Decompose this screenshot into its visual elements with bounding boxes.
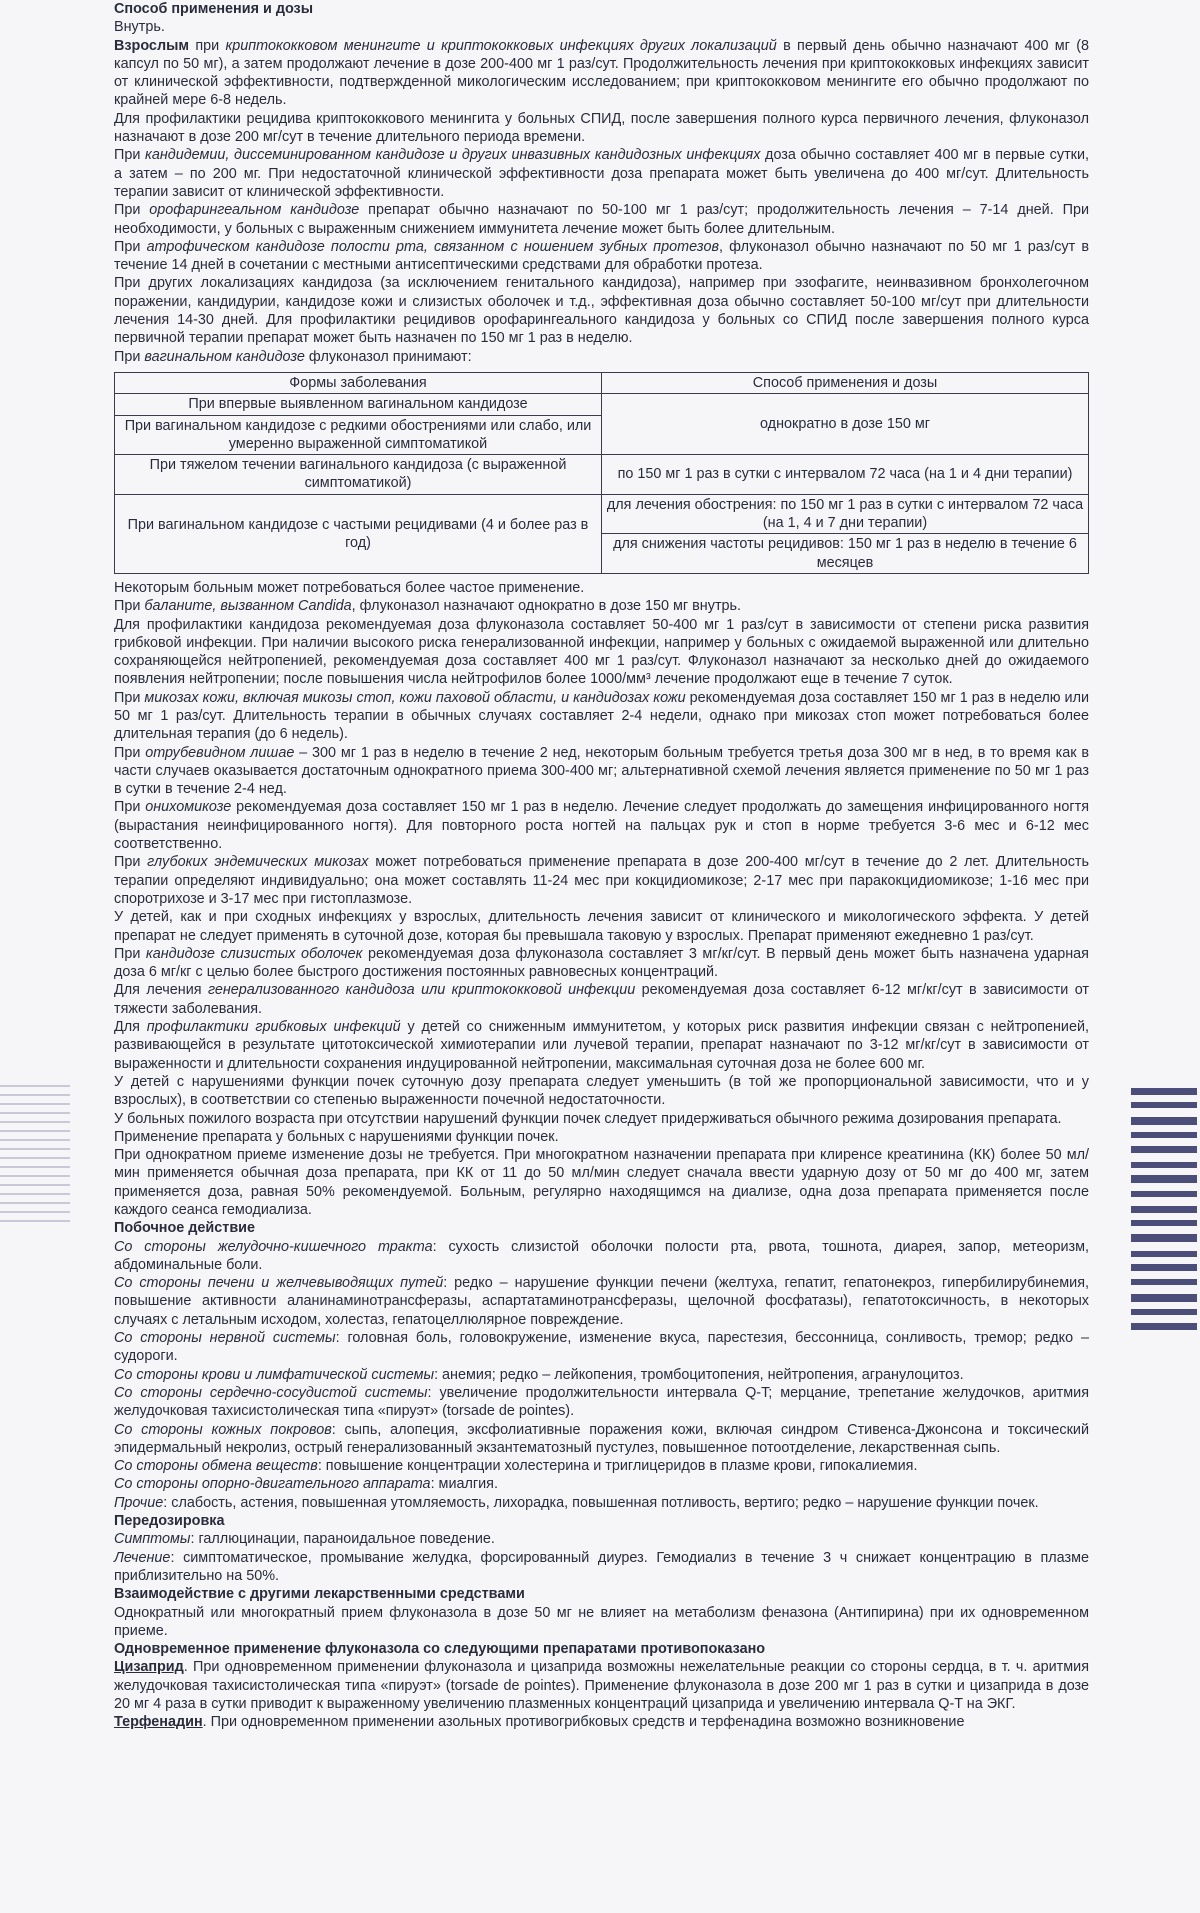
paragraph-other-candidiasis: При других локализациях кандидоза (за исключением генитального кандидоза), например при эзофагите, неинвазивном бронхолегочном поражении, кандидурии, кандидозе кожи и слизистых оболочек и т.д., эффективная доза обычно составляет 50-100 мг/сут при длительности лечения 14-30 дней. Для профилактики рецидивов орофарингеального кандидоза у больных со СПИД после завершения полного курса первичной терапии препарат может быть назначен по 150 мг 1 раз в неделю.: [114, 275, 1089, 347]
paragraph-frequent-use: Некоторым больным может потребоваться более частое применение.: [114, 579, 585, 596]
table-row: [115, 455, 1089, 495]
paragraph-balanitis: При баланите, вызванном Candida, флуконазол назначают однократно в дозе 150 мг внутрь.: [114, 598, 742, 615]
table-cell: для лечения обострения: по 150 мг 1 раз в сутки с интервалом 72 часа (на 1, 4 и 7 дни терапии): [602, 494, 1089, 534]
paragraph-atrophic: При атрофическом кандидозе полости рта, связанном с ношением зубных протезов, флуконазол обычно назначают по 50 мг 1 раз/сут в течение 14 дней в сочетании с местными антисептическими средствами для обработки протеза.: [114, 238, 1090, 274]
paragraph-renal-dosing: При однократном приеме изменение дозы не требуется. При многократном назначении препарата при клиренсе креатинина (КК) более 50 мл/мин применяется обычная доза препарата, при КК от 11 до 50 мл/мин следует сначала ввести ударную дозу от 50 мг до 400 мг, затем применяется доза, равная 50% рекомендуемой. Больным, регулярно находящимся на диализе, одна доза препарата применяется после каждого сеанса гемодиализа.: [114, 1147, 1089, 1218]
italic-term: орофарингеальном кандидозе: [149, 202, 360, 219]
paragraph-endemic-mycoses: При глубоких эндемических микозах может потребоваться применение препарата в дозе 200-400 мг/сут в течение до 2 лет. Длительность терапии определяют индивидуально; она может составлять 11-24 мес при кокцидиомикозе; 2-17 мес при паракокцидиомикозе; 1-16 мес при споротрихозе и 3-17 мес при гистоплазмозе.: [114, 854, 1089, 907]
italic-term: кандидозе слизистых оболочек: [145, 945, 363, 962]
paragraph-prophylaxis: Для профилактики кандидоза рекомендуемая доза флуконазола составляет 50-400 мг 1 раз/сут в зависимости от степени риска развития грибковой инфекции. При наличии высокого риска генерализованной инфекции, например у больных с ожидаемой выраженной или длительно сохраняющейся нейтропенией, рекомендуемая доза составляет 400 мг 1 раз/сут. Флуконазол назначают за несколько дней до ожидаемого появления нейтропении; после повышения числа нейтрофилов более 1000/мм³ лечение продолжают еще в течение 7 суток.: [114, 616, 1089, 688]
table-cell: однократно в дозе 150 мг: [602, 394, 1089, 455]
paragraph-generalized: Для лечения генерализованного кандидоза или криптококковой инфекции рекомендуемая доза составляет 6-12 мг/кг/сут в зависимости от тяжести заболевания.: [114, 982, 1089, 1017]
paragraph-aids-prophylaxis: Для профилактики рецидива криптококкового менингита у больных СПИД, после завершения полного курса первичного лечения, флуконазол назначают в дозе 200 мг/сут в течение длительного периода времени.: [114, 110, 1089, 146]
paragraph-renal-title: Применение препарата у больных с нарушениями функции почек.: [114, 1128, 559, 1145]
left-edge-bleed: [0, 1085, 70, 1235]
side-effect-liver: Со стороны печени и желчевыводящих путей: редко – нарушение функции печени (желтуха, гепатит, гепатонекроз, гипербилирубинемия, повышение активности аланинаминотрансферазы, аспартатаминотрансферазы, щелочной фосфатазы), гепатотоксичность, в некоторых случаях с летальным исходом, холестаз, гепатоцеллюлярное повреждение.: [114, 1275, 1089, 1328]
edge-barcode: [1131, 1088, 1197, 1330]
italic-term: вагинальном кандидозе: [144, 348, 305, 365]
section-title-side-effects: Побочное действие: [114, 1220, 256, 1237]
paragraph-skin-mycoses: При микозах кожи, включая микозы стоп, кожи паховой области, и кандидозах кожи рекомендуемая доза составляет 150 мг 1 раз в неделю или 50 мг 1 раз/сут. Длительность терапии в обычных случаях составляет 2-4 недели, однако при микозах стоп может потребоваться более длительная терапия (до 6 недель).: [114, 689, 1090, 743]
italic-term: онихомикозе: [145, 799, 232, 816]
drug-name: Терфенадин: [114, 1714, 203, 1731]
interaction-cisapride: Цизаприд. При одновременном применении флуконазола и цизаприда возможны нежелательные реакции со стороны сердца, в т. ч. аритмия желудочковая тахисистолическая типа «пируэт» (torsade de pointes). Применение флуконазола в дозе 200 мг 1 раз в сутки и цизаприда в дозе 20 мг 4 раза в сутки приводит к выраженному увеличению плазменных концентраций цизаприда и увеличению интервала Q-T на ЭКГ.: [114, 1659, 1089, 1713]
italic-term: криптококковом менингите и криптококковых инфекциях других локализаций: [225, 37, 777, 54]
interaction-terfenadine: Терфенадин. При одновременном применении азольных противогрибковых средств и терфенадина возможно возникновение: [114, 1714, 965, 1731]
paragraph-children-renal: У детей с нарушениями функции почек суточную дозу препарата следует уменьшить (в той же пропорциональной зависимости, что и у взрослых), в соответствии со степенью выраженности почечной недостаточности.: [114, 1073, 1089, 1109]
vaginal-candidiasis-table: [114, 372, 1089, 574]
table-row: [115, 394, 1089, 415]
italic-term: баланите, вызванном Candida: [144, 598, 352, 615]
table-cell: по 150 мг 1 раз в сутки с интервалом 72 часа (на 1 и 4 дни терапии): [602, 455, 1089, 495]
side-effect-gi: Со стороны желудочно-кишечного тракта: сухость слизистой оболочки полости рта, рвота, тошнота, диарея, запор, метеоризм, абдоминальные боли.: [114, 1238, 1089, 1273]
table-cell: При вагинальном кандидозе с редкими обострениями или слабо, или умеренно выраженной симптоматикой: [115, 415, 602, 455]
paragraph-fungal-prophylaxis: Для профилактики грибковых инфекций у детей со сниженным иммунитетом, у которых риск развития инфекции связан с нейтропенией, развивающейся в результате цитотоксической химиотерапии или лучевой терапии, препарат назначают по 3-12 мг/кг/сут в зависимости от выраженности и длительности сохранения индуцированной нейтропении, максимальная суточная доза не более 600 мг.: [114, 1019, 1089, 1072]
table-header-cell: Формы заболевания: [115, 372, 602, 393]
italic-term: профилактики грибковых инфекций: [146, 1019, 401, 1036]
section-title-overdose: Передозировка: [114, 1513, 225, 1530]
table-cell: для снижения частоты рецидивов: 150 мг 1 раз в неделю в течение 6 месяцев: [602, 534, 1089, 574]
italic-term: кандидемии, диссеминированном кандидозе и других инвазивных кандидозных инфекциях: [145, 147, 761, 164]
paragraph-adults-cryptococcal: Взрослым при криптококковом менингите и криптококковых инфекциях других локализаций в первый день обычно назначают 400 мг (8 капсул по 50 мг), а затем продолжают лечение в дозе 200-400 мг 1 раз/сут. Продолжительность лечения при криптококковых инфекциях зависит от клинической эффективности, подтвержденной микологическим исследованием; при криптококковом менингите его обычно продолжают по крайней мере 6-8 недель.: [114, 37, 1089, 109]
table-cell: При впервые выявленном вагинальном кандидозе: [115, 394, 602, 415]
table-header-row: [115, 372, 1089, 393]
table-row: [115, 494, 1089, 534]
side-effect-cardio: Со стороны сердечно-сосудистой системы: увеличение продолжительности интервала Q-T; мерцание, трепетание желудочков, аритмия желудочковая тахисистолическая типа «пируэт» (torsade de pointes).: [114, 1384, 1089, 1420]
paragraph-onychomycosis: При онихомикозе рекомендуемая доза составляет 150 мг 1 раз в неделю. Лечение следует продолжать до замещения инфицированного ногтя (вырастания неинфицированного ногтя). Для повторного роста ногтей на пальцах рук и стоп в норме требуется 3-6 мес и 6-12 мес соответственно.: [114, 799, 1089, 853]
side-effect-nervous: Со стороны нервной системы: головная боль, головокружение, изменение вкуса, парестезия, бессонница, сонливость, тремор; редко – судороги.: [114, 1330, 1089, 1365]
paragraph-elderly: У больных пожилого возраста при отсутствии нарушений функции почек следует придерживаться обычного режима дозирования препарата.: [114, 1110, 1062, 1127]
drug-name: Цизаприд: [114, 1659, 184, 1676]
paragraph-children: У детей, как и при сходных инфекциях у взрослых, длительность лечения зависит от клинического и микологического эффекта. У детей препарат не следует применять в суточной дозе, которая бы превышала таковую у взрослых. Препарат применяют ежедневно 1 раз/сут.: [114, 909, 1089, 944]
side-effect-musculoskeletal: Со стороны опорно-двигательного аппарата: миалгия.: [114, 1476, 498, 1493]
route-line: Внутрь.: [114, 19, 165, 36]
paragraph-candidemia: При кандидемии, диссеминированном кандидозе и других инвазивных кандидозных инфекциях доза обычно составляет 400 мг в первые сутки, а затем – по 200 мг. При недостаточной клинической эффективности доза препарата может быть увеличена до 400 мг/сут. Длительность терапии зависит от клинической эффективности.: [114, 147, 1089, 200]
side-effect-blood: Со стороны крови и лимфатической системы: анемия; редко – лейкопения, тромбоцитопения, нейтропения, агранулоцитоз.: [114, 1366, 964, 1383]
side-effect-metabolism: Со стороны обмена веществ: повышение концентрации холестерина и триглицеридов в плазме крови, гипокалиемия.: [114, 1458, 918, 1475]
paragraph-pityriasis: При отрубевидном лишае – 300 мг 1 раз в неделю в течение 2 нед, некоторым больным требуется третья доза 300 мг в нед, в то время как в части случаев оказывается достаточным однократного приема 300-400 мг; альтернативной схемой лечения является применение по 50 мг 1 раз в сутки в течение 2-4 нед.: [114, 744, 1089, 798]
paragraph-mucosal: При кандидозе слизистых оболочек рекомендуемая доза флуконазола составляет 3 мг/кг/сут. В первый день может быть назначена ударная доза 6 мг/кг с целью более быстрого достижения постоянных равновесных концентраций.: [114, 945, 1089, 981]
section-title-interactions: Взаимодействие с другими лекарственными средствами: [114, 1586, 525, 1603]
side-effect-other: Прочие: слабость, астения, повышенная утомляемость, лихорадка, повышенная потливость, вертиго; редко – нарушение функции почек.: [114, 1494, 1039, 1511]
overdose-treatment: Лечение: симптоматическое, промывание желудка, форсированный диурез. Гемодиализ в течение 3 ч снижает концентрацию в плазме приблизительно на 50%.: [114, 1549, 1089, 1584]
italic-term: генерализованного кандидоза или криптококковой инфекции: [207, 982, 636, 999]
side-effect-skin: Со стороны кожных покровов: сыпь, алопеция, эксфолиативные поражения кожи, включая синдром Стивенса-Джонсона и токсический эпидермальный некролиз, острый генерализованный экзантематозный пустулез, повышенное потоотделение, лекарственная сыпь.: [114, 1421, 1090, 1456]
italic-term: отрубевидном лишае: [145, 744, 295, 761]
italic-term: атрофическом кандидозе полости рта, связанном с ношением зубных протезов: [146, 238, 719, 255]
table-cell: При тяжелом течении вагинального кандидоза (с выраженной симптоматикой): [115, 455, 602, 495]
overdose-symptoms: Симптомы: галлюцинации, параноидальное поведение.: [114, 1531, 495, 1548]
italic-term: глубоких эндемических микозах: [147, 854, 369, 871]
leaflet-text: [114, 0, 1089, 1732]
section-title-dosage: Способ применения и дозы: [114, 1, 313, 17]
bold-term: Взрослым: [114, 37, 190, 54]
interaction-contraindicated-title: Одновременное применение флуконазола со следующими препаратами противопоказано: [114, 1641, 766, 1658]
table-cell: При вагинальном кандидозе с частыми рецидивами (4 и более раз в год): [115, 494, 602, 573]
paragraph-vaginal-intro: При вагинальном кандидозе флуконазол принимают:: [114, 348, 472, 365]
interaction-phenazone: Однократный или многократный прием флуконазола в дозе 50 мг не влияет на метаболизм феназона (Антипирина) при их одновременном приеме.: [114, 1604, 1089, 1639]
italic-term: микозах кожи, включая микозы стоп, кожи паховой области, и кандидозах кожи: [144, 689, 686, 706]
table-header-cell: Способ применения и дозы: [602, 372, 1089, 393]
paragraph-oropharyngeal: При орофарингеальном кандидозе препарат обычно назначают по 50-100 мг 1 раз/сут; продолжительность лечения – 7-14 дней. При необходимости, у больных с выраженным снижением иммунитета лечение может быть более длительным.: [114, 202, 1089, 237]
